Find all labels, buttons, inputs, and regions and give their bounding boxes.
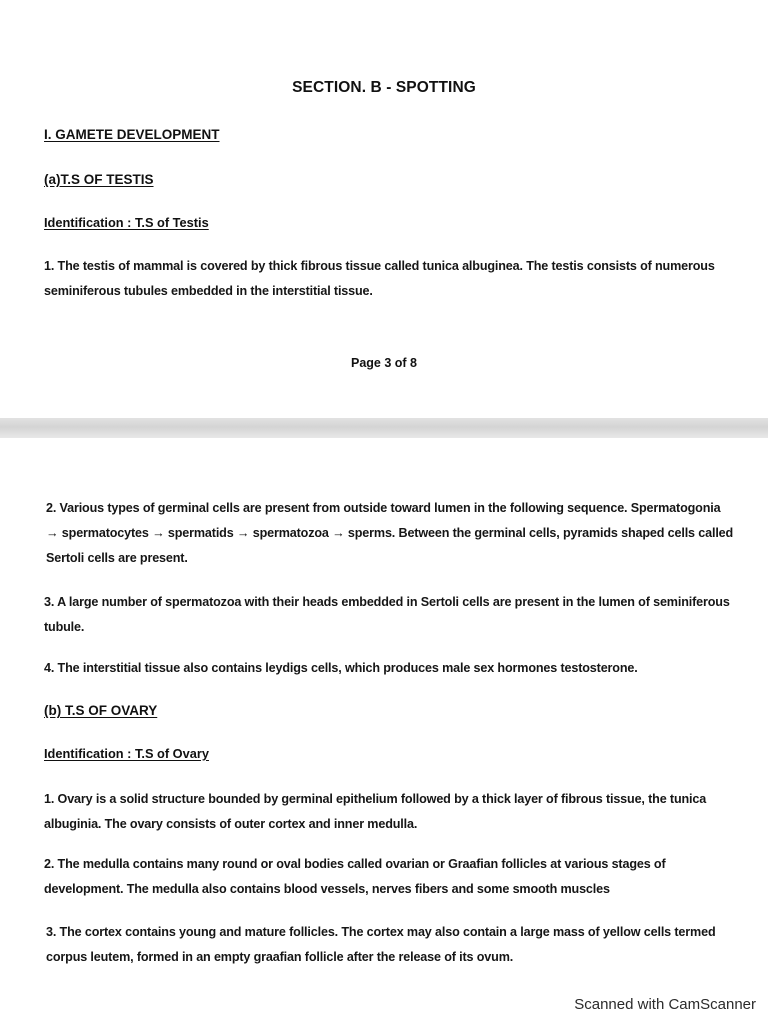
identification-testis: Identification : T.S of Testis (44, 215, 209, 230)
ovary-point-1: 1. Ovary is a solid structure bounded by germinal epithelium followed by a thick layer of fibrous tissue, the tunica albuginia. The ovary consists of outer cortex and inner medulla. (44, 792, 707, 831)
testis-point-4: 4. The interstitial tissue also contains leydigs cells, which produces male sex hormones testosterone. (44, 661, 638, 675)
ovary-point-2: 2. The medulla contains many round or oval bodies called ovarian or Graafian follicles at various stages of development. The medulla also contains blood vessels, nerves fibers and some smooth muscles (44, 857, 666, 896)
subheading-testis: (a)T.S OF TESTIS (44, 172, 154, 187)
subheading-ovary: (b) T.S OF OVARY (44, 703, 158, 718)
testis-point-2: 2. Various types of germinal cells are present from outside toward lumen in the following sequence. Spermatogonia → spermatocytes → spermatids → spermatozoa → sperms. Between the germinal cells, pyramids shaped cells called Sertoli cells are present. (46, 501, 734, 565)
section-title: SECTION. B - SPOTTING (292, 79, 476, 96)
ovary-point-3: 3. The cortex contains young and mature follicles. The cortex may also contain a large mass of yellow cells termed corpus leutem, formed in an empty graafian follicle after the release of its ovum. (46, 925, 716, 964)
camscanner-watermark: Scanned with CamScanner (574, 996, 756, 1013)
page-number: Page 3 of 8 (351, 356, 417, 370)
testis-point-3: 3. A large number of spermatozoa with their heads embedded in Sertoli cells are present in the lumen of seminiferous tubule. (44, 595, 730, 634)
identification-ovary: Identification : T.S of Ovary (44, 746, 209, 761)
page-separator (0, 418, 768, 438)
main-heading: I. GAMETE DEVELOPMENT (44, 127, 220, 142)
testis-point-1: 1. The testis of mammal is covered by thick fibrous tissue called tunica albuginea. The testis consists of numerous seminiferous tubules embedded in the interstitial tissue. (44, 259, 715, 298)
